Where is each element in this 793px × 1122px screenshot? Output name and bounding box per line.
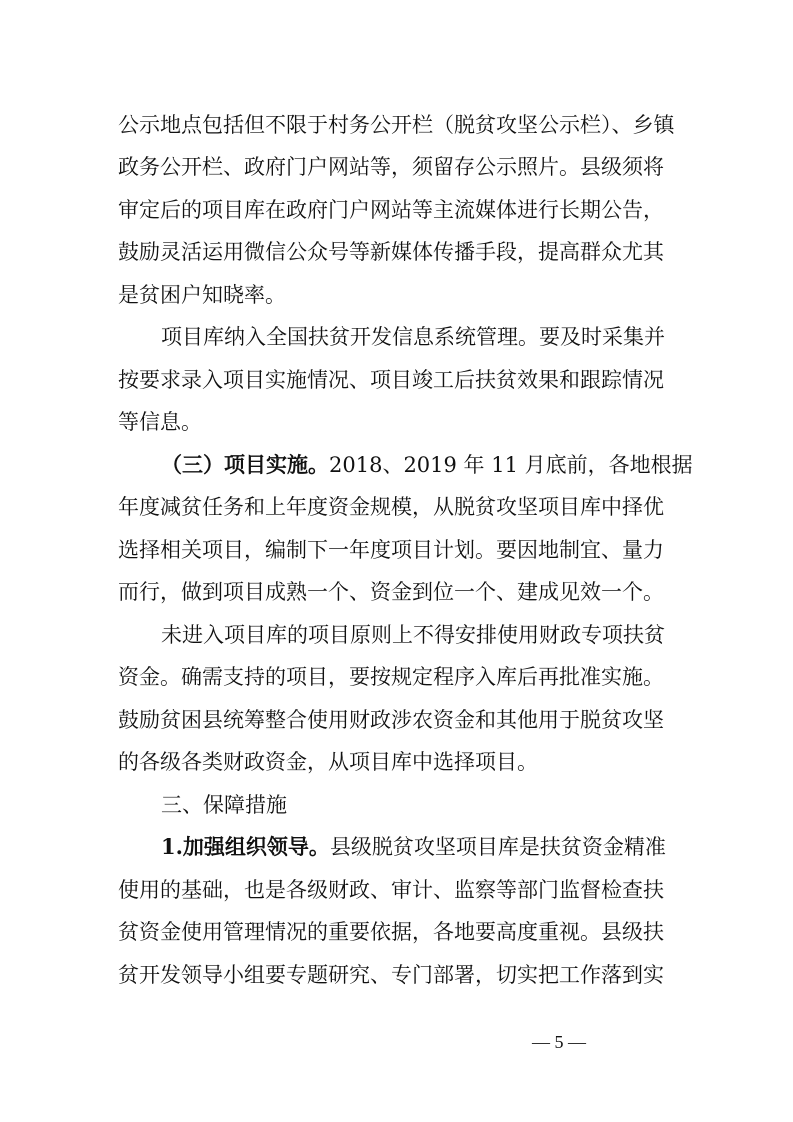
- paragraph-line: 等信息。: [118, 410, 202, 434]
- paragraph-line: 审定后的项目库在政府门户网站等主流媒体进行长期公告，: [118, 198, 664, 222]
- paragraph-line: 鼓励贫困县统筹整合使用财政涉农资金和其他用于脱贫攻坚: [118, 708, 664, 732]
- paragraph-line: 公示地点包括但不限于村务公开栏（脱贫攻坚公示栏）、乡镇: [118, 113, 675, 137]
- paragraph-line: 使用的基础，也是各级财政、审计、监察等部门监督检查扶: [118, 878, 664, 902]
- item-heading: 1.加强组织领导。: [161, 834, 330, 859]
- paragraph-line: 资金。确需支持的项目，要按规定程序入库后再批准实施。: [118, 665, 664, 689]
- paragraph-line: 鼓励灵活运用微信公众号等新媒体传播手段，提高群众尤其: [118, 240, 664, 264]
- paragraph-line: 未进入项目库的项目原则上不得安排使用财政专项扶贫: [161, 623, 665, 647]
- paragraph-line: [161, 450, 693, 480]
- paragraph-line: 贫资金使用管理情况的重要依据，各地要高度重视。县级扶: [118, 920, 664, 944]
- paragraph-line: 而行，做到项目成熟一个、资金到位一个、建成见效一个。: [118, 580, 664, 604]
- paragraph-line: 选择相关项目，编制下一年度项目计划。要因地制宜、量力: [118, 538, 664, 562]
- paragraph-line: 年度减贫任务和上年度资金规模，从脱贫攻坚项目库中择优: [118, 495, 664, 519]
- paragraph-line: 贫开发领导小组要专题研究、专门部署，切实把工作落到实: [118, 963, 664, 987]
- subsection-heading: （三）项目实施。: [161, 452, 329, 477]
- page-number: — 5 —: [532, 1032, 586, 1052]
- section-heading: 三、保障措施: [161, 793, 287, 817]
- paragraph-line: 项目库纳入全国扶贫开发信息系统管理。要及时采集并: [161, 325, 665, 349]
- paragraph-line: 按要求录入项目实施情况、项目竣工后扶贫效果和跟踪情况: [118, 368, 664, 392]
- paragraph-text: 县级脱贫攻坚项目库是扶贫资金精准: [329, 835, 666, 859]
- paragraph-line: 政务公开栏、政府门户网站等，须留存公示照片。县级须将: [118, 155, 664, 179]
- paragraph-line: 的各级各类财政资金，从项目库中选择项目。: [118, 750, 538, 774]
- paragraph-text: 2018、2019 年 11 月底前，各地根据: [329, 453, 693, 477]
- paragraph-line: 是贫困户知晓率。: [118, 283, 286, 307]
- paragraph-line: [161, 832, 666, 862]
